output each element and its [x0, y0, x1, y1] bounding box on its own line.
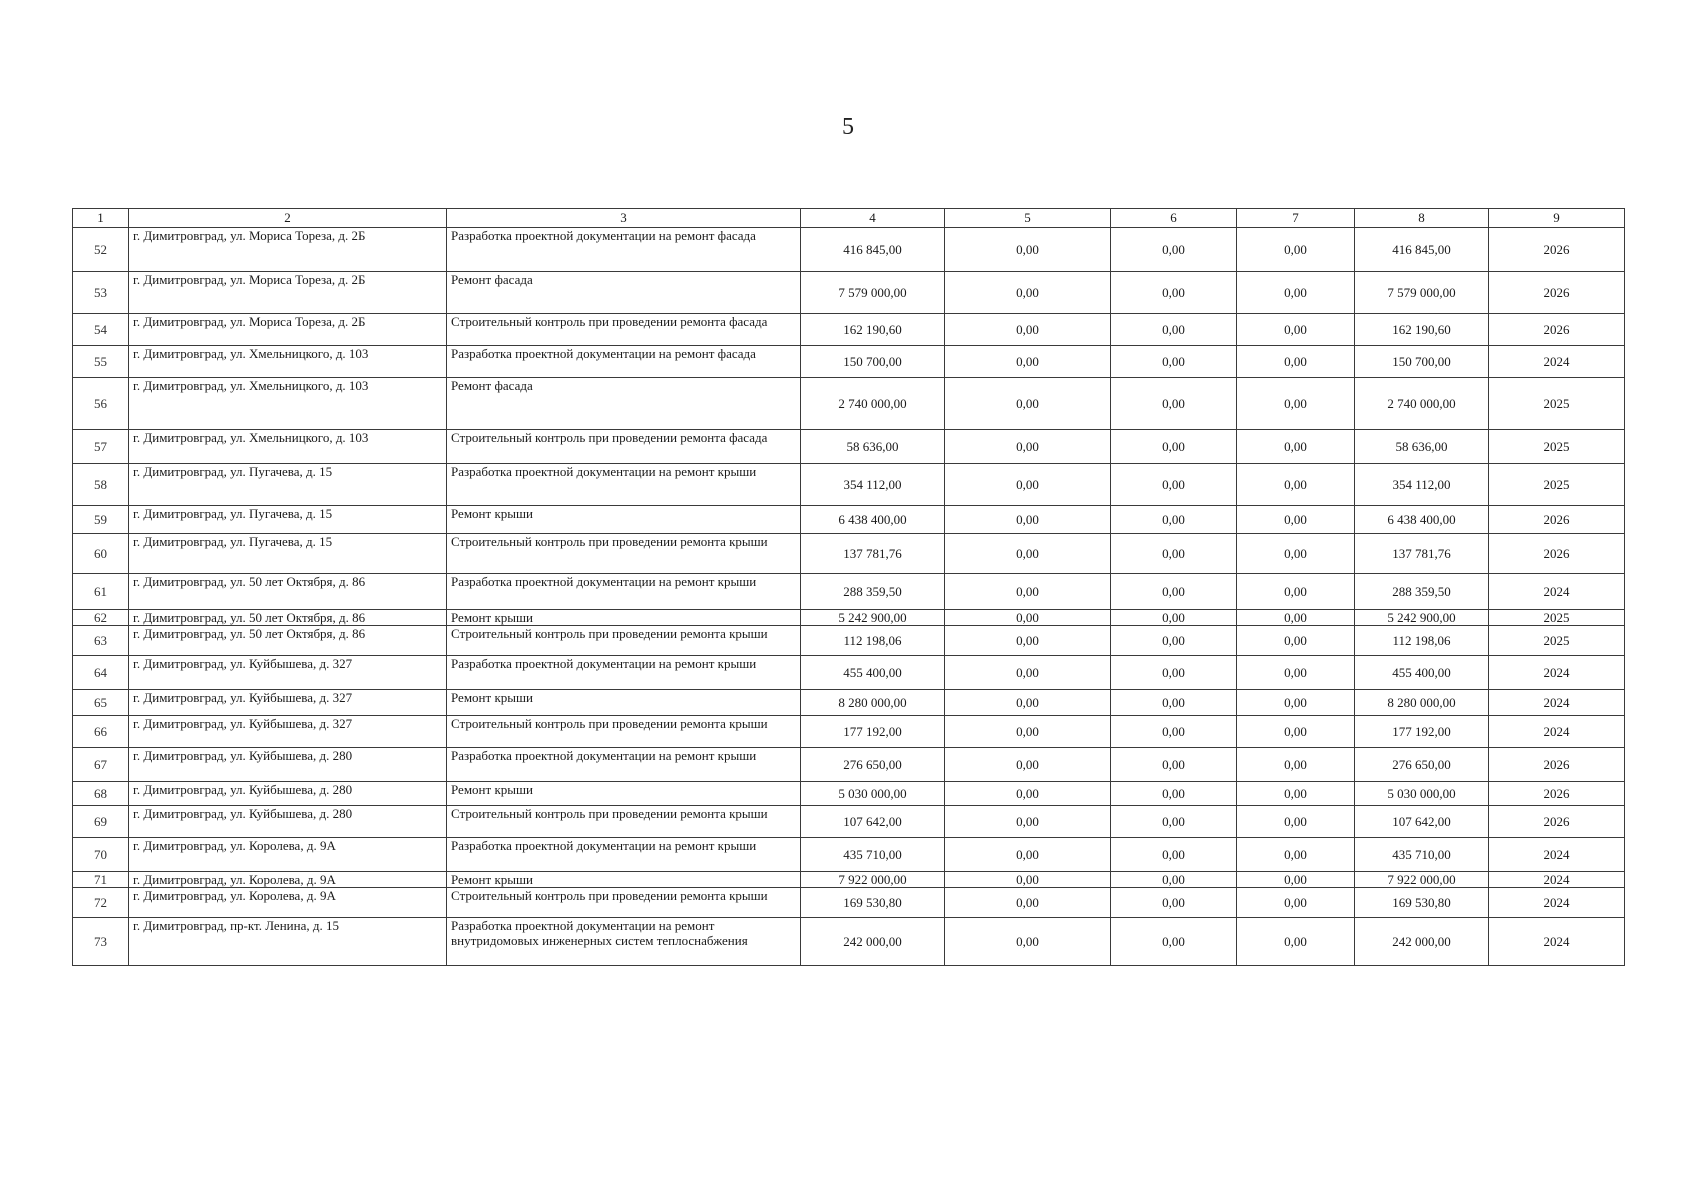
amount-col8-cell: 288 359,50 — [1355, 574, 1489, 610]
column-header-8: 8 — [1355, 209, 1489, 228]
amount-col4-cell: 169 530,80 — [801, 888, 945, 918]
amount-col4-cell: 6 438 400,00 — [801, 506, 945, 534]
amount-col5-cell: 0,00 — [945, 378, 1111, 430]
amount-col7-cell: 0,00 — [1237, 534, 1355, 574]
amount-col7-cell: 0,00 — [1237, 506, 1355, 534]
column-header-2: 2 — [129, 209, 447, 228]
amount-col8-cell: 455 400,00 — [1355, 656, 1489, 690]
work-type-cell: Разработка проектной документации на ремонт крыши — [447, 748, 801, 782]
amount-col4-cell: 8 280 000,00 — [801, 690, 945, 716]
work-type-cell: Разработка проектной документации на ремонт фасада — [447, 346, 801, 378]
amount-col6-cell: 0,00 — [1111, 506, 1237, 534]
amount-col5-cell: 0,00 — [945, 872, 1111, 888]
amount-col5-cell: 0,00 — [945, 346, 1111, 378]
column-header-7: 7 — [1237, 209, 1355, 228]
amount-col7-cell: 0,00 — [1237, 872, 1355, 888]
work-type-cell: Разработка проектной документации на ремонт внутридомовых инженерных систем теплоснабжения — [447, 918, 801, 966]
work-type-cell: Строительный контроль при проведении ремонта фасада — [447, 314, 801, 346]
amount-col6-cell: 0,00 — [1111, 748, 1237, 782]
year-cell: 2024 — [1489, 838, 1625, 872]
row-number: 57 — [73, 430, 129, 464]
table-row — [73, 690, 1625, 716]
row-number: 70 — [73, 838, 129, 872]
amount-col7-cell: 0,00 — [1237, 656, 1355, 690]
amount-col8-cell: 162 190,60 — [1355, 314, 1489, 346]
amount-col7-cell: 0,00 — [1237, 626, 1355, 656]
amount-col5-cell: 0,00 — [945, 430, 1111, 464]
amount-col6-cell: 0,00 — [1111, 574, 1237, 610]
amount-col6-cell: 0,00 — [1111, 806, 1237, 838]
amount-col5-cell: 0,00 — [945, 716, 1111, 748]
amount-col4-cell: 107 642,00 — [801, 806, 945, 838]
year-cell: 2026 — [1489, 272, 1625, 314]
amount-col4-cell: 242 000,00 — [801, 918, 945, 966]
amount-col4-cell: 7 579 000,00 — [801, 272, 945, 314]
amount-col4-cell: 5 030 000,00 — [801, 782, 945, 806]
amount-col8-cell: 137 781,76 — [1355, 534, 1489, 574]
row-number: 54 — [73, 314, 129, 346]
row-number: 73 — [73, 918, 129, 966]
amount-col4-cell: 354 112,00 — [801, 464, 945, 506]
amount-col4-cell: 2 740 000,00 — [801, 378, 945, 430]
amount-col6-cell: 0,00 — [1111, 782, 1237, 806]
work-type-cell: Ремонт крыши — [447, 690, 801, 716]
table-row — [73, 346, 1625, 378]
address-cell: г. Димитровград, ул. Пугачева, д. 15 — [129, 534, 447, 574]
year-cell: 2026 — [1489, 806, 1625, 838]
address-cell: г. Димитровград, ул. Королева, д. 9А — [129, 838, 447, 872]
amount-col4-cell: 5 242 900,00 — [801, 610, 945, 626]
amount-col4-cell: 288 359,50 — [801, 574, 945, 610]
table-row — [73, 656, 1625, 690]
amount-col6-cell: 0,00 — [1111, 610, 1237, 626]
row-number: 63 — [73, 626, 129, 656]
amount-col5-cell: 0,00 — [945, 782, 1111, 806]
amount-col6-cell: 0,00 — [1111, 872, 1237, 888]
year-cell: 2026 — [1489, 748, 1625, 782]
row-number: 64 — [73, 656, 129, 690]
address-cell: г. Димитровград, ул. 50 лет Октября, д. 86 — [129, 574, 447, 610]
address-cell: г. Димитровград, ул. Куйбышева, д. 327 — [129, 656, 447, 690]
address-cell: г. Димитровград, ул. 50 лет Октября, д. 86 — [129, 626, 447, 656]
amount-col6-cell: 0,00 — [1111, 464, 1237, 506]
amount-col4-cell: 7 922 000,00 — [801, 872, 945, 888]
amount-col6-cell: 0,00 — [1111, 346, 1237, 378]
amount-col7-cell: 0,00 — [1237, 346, 1355, 378]
amount-col6-cell: 0,00 — [1111, 918, 1237, 966]
amount-col7-cell: 0,00 — [1237, 464, 1355, 506]
table-row — [73, 888, 1625, 918]
column-header-4: 4 — [801, 209, 945, 228]
row-number: 72 — [73, 888, 129, 918]
amount-col7-cell: 0,00 — [1237, 228, 1355, 272]
amount-col4-cell: 177 192,00 — [801, 716, 945, 748]
address-cell: г. Димитровград, ул. 50 лет Октября, д. 86 — [129, 610, 447, 626]
table-row — [73, 610, 1625, 626]
amount-col6-cell: 0,00 — [1111, 314, 1237, 346]
amount-col5-cell: 0,00 — [945, 574, 1111, 610]
amount-col8-cell: 177 192,00 — [1355, 716, 1489, 748]
table-row — [73, 574, 1625, 610]
year-cell: 2024 — [1489, 716, 1625, 748]
work-type-cell: Строительный контроль при проведении ремонта крыши — [447, 716, 801, 748]
amount-col4-cell: 112 198,06 — [801, 626, 945, 656]
address-cell: г. Димитровград, ул. Королева, д. 9А — [129, 888, 447, 918]
column-header-5: 5 — [945, 209, 1111, 228]
work-type-cell: Строительный контроль при проведении ремонта фасада — [447, 430, 801, 464]
amount-col8-cell: 112 198,06 — [1355, 626, 1489, 656]
amount-col4-cell: 276 650,00 — [801, 748, 945, 782]
work-type-cell: Ремонт фасада — [447, 272, 801, 314]
table-row — [73, 506, 1625, 534]
amount-col6-cell: 0,00 — [1111, 716, 1237, 748]
year-cell: 2025 — [1489, 610, 1625, 626]
amount-col5-cell: 0,00 — [945, 314, 1111, 346]
work-type-cell: Строительный контроль при проведении ремонта крыши — [447, 806, 801, 838]
address-cell: г. Димитровград, ул. Куйбышева, д. 327 — [129, 690, 447, 716]
table-row — [73, 272, 1625, 314]
year-cell: 2024 — [1489, 872, 1625, 888]
amount-col6-cell: 0,00 — [1111, 228, 1237, 272]
address-cell: г. Димитровград, ул. Мориса Тореза, д. 2Б — [129, 272, 447, 314]
address-cell: г. Димитровград, пр-кт. Ленина, д. 15 — [129, 918, 447, 966]
amount-col6-cell: 0,00 — [1111, 656, 1237, 690]
work-type-cell: Строительный контроль при проведении ремонта крыши — [447, 626, 801, 656]
amount-col6-cell: 0,00 — [1111, 888, 1237, 918]
table-row — [73, 228, 1625, 272]
amount-col4-cell: 455 400,00 — [801, 656, 945, 690]
year-cell: 2026 — [1489, 228, 1625, 272]
work-type-cell: Разработка проектной документации на ремонт крыши — [447, 464, 801, 506]
amount-col5-cell: 0,00 — [945, 506, 1111, 534]
amount-col4-cell: 137 781,76 — [801, 534, 945, 574]
amount-col7-cell: 0,00 — [1237, 888, 1355, 918]
amount-col7-cell: 0,00 — [1237, 806, 1355, 838]
amount-col4-cell: 162 190,60 — [801, 314, 945, 346]
table-header — [73, 209, 1625, 228]
row-number: 58 — [73, 464, 129, 506]
address-cell: г. Димитровград, ул. Пугачева, д. 15 — [129, 506, 447, 534]
amount-col7-cell: 0,00 — [1237, 716, 1355, 748]
address-cell: г. Димитровград, ул. Куйбышева, д. 280 — [129, 782, 447, 806]
row-number: 61 — [73, 574, 129, 610]
amount-col8-cell: 58 636,00 — [1355, 430, 1489, 464]
year-cell: 2026 — [1489, 534, 1625, 574]
amount-col8-cell: 276 650,00 — [1355, 748, 1489, 782]
row-number: 62 — [73, 610, 129, 626]
address-cell: г. Димитровград, ул. Мориса Тореза, д. 2Б — [129, 228, 447, 272]
work-type-cell: Разработка проектной документации на ремонт крыши — [447, 656, 801, 690]
year-cell: 2024 — [1489, 574, 1625, 610]
amount-col5-cell: 0,00 — [945, 464, 1111, 506]
address-cell: г. Димитровград, ул. Хмельницкого, д. 103 — [129, 346, 447, 378]
column-header-9: 9 — [1489, 209, 1625, 228]
amount-col8-cell: 150 700,00 — [1355, 346, 1489, 378]
table-row — [73, 782, 1625, 806]
amount-col7-cell: 0,00 — [1237, 574, 1355, 610]
header-row — [73, 209, 1625, 228]
year-cell: 2026 — [1489, 782, 1625, 806]
table-row — [73, 430, 1625, 464]
work-type-cell: Ремонт крыши — [447, 610, 801, 626]
amount-col4-cell: 58 636,00 — [801, 430, 945, 464]
table-row — [73, 838, 1625, 872]
address-cell: г. Димитровград, ул. Пугачева, д. 15 — [129, 464, 447, 506]
amount-col8-cell: 8 280 000,00 — [1355, 690, 1489, 716]
work-type-cell: Строительный контроль при проведении ремонта крыши — [447, 888, 801, 918]
amount-col8-cell: 2 740 000,00 — [1355, 378, 1489, 430]
work-type-cell: Разработка проектной документации на ремонт фасада — [447, 228, 801, 272]
amount-col8-cell: 107 642,00 — [1355, 806, 1489, 838]
row-number: 59 — [73, 506, 129, 534]
amount-col5-cell: 0,00 — [945, 806, 1111, 838]
address-cell: г. Димитровград, ул. Куйбышева, д. 327 — [129, 716, 447, 748]
year-cell: 2026 — [1489, 506, 1625, 534]
amount-col8-cell: 6 438 400,00 — [1355, 506, 1489, 534]
work-type-cell: Ремонт крыши — [447, 872, 801, 888]
amount-col5-cell: 0,00 — [945, 888, 1111, 918]
amount-col8-cell: 435 710,00 — [1355, 838, 1489, 872]
row-number: 66 — [73, 716, 129, 748]
work-type-cell: Разработка проектной документации на ремонт крыши — [447, 574, 801, 610]
amount-col6-cell: 0,00 — [1111, 626, 1237, 656]
table-row — [73, 314, 1625, 346]
amount-col8-cell: 169 530,80 — [1355, 888, 1489, 918]
table-row — [73, 626, 1625, 656]
document-table — [72, 208, 1625, 966]
year-cell: 2024 — [1489, 656, 1625, 690]
amount-col7-cell: 0,00 — [1237, 690, 1355, 716]
amount-col5-cell: 0,00 — [945, 918, 1111, 966]
amount-col7-cell: 0,00 — [1237, 918, 1355, 966]
amount-col7-cell: 0,00 — [1237, 430, 1355, 464]
amount-col5-cell: 0,00 — [945, 626, 1111, 656]
amount-col4-cell: 416 845,00 — [801, 228, 945, 272]
year-cell: 2025 — [1489, 430, 1625, 464]
amount-col6-cell: 0,00 — [1111, 378, 1237, 430]
column-header-3: 3 — [447, 209, 801, 228]
amount-col7-cell: 0,00 — [1237, 314, 1355, 346]
amount-col7-cell: 0,00 — [1237, 838, 1355, 872]
amount-col7-cell: 0,00 — [1237, 610, 1355, 626]
year-cell: 2024 — [1489, 918, 1625, 966]
amount-col8-cell: 5 242 900,00 — [1355, 610, 1489, 626]
work-type-cell: Разработка проектной документации на ремонт крыши — [447, 838, 801, 872]
year-cell: 2025 — [1489, 378, 1625, 430]
amount-col7-cell: 0,00 — [1237, 782, 1355, 806]
amount-col5-cell: 0,00 — [945, 656, 1111, 690]
row-number: 60 — [73, 534, 129, 574]
address-cell: г. Димитровград, ул. Мориса Тореза, д. 2Б — [129, 314, 447, 346]
year-cell: 2025 — [1489, 464, 1625, 506]
address-cell: г. Димитровград, ул. Куйбышева, д. 280 — [129, 806, 447, 838]
year-cell: 2026 — [1489, 314, 1625, 346]
work-type-cell: Ремонт крыши — [447, 506, 801, 534]
work-type-cell: Строительный контроль при проведении ремонта крыши — [447, 534, 801, 574]
amount-col8-cell: 7 922 000,00 — [1355, 872, 1489, 888]
row-number: 53 — [73, 272, 129, 314]
column-header-6: 6 — [1111, 209, 1237, 228]
amount-col8-cell: 354 112,00 — [1355, 464, 1489, 506]
table-row — [73, 464, 1625, 506]
amount-col7-cell: 0,00 — [1237, 378, 1355, 430]
amount-col6-cell: 0,00 — [1111, 272, 1237, 314]
row-number: 69 — [73, 806, 129, 838]
row-number: 56 — [73, 378, 129, 430]
amount-col7-cell: 0,00 — [1237, 748, 1355, 782]
year-cell: 2025 — [1489, 626, 1625, 656]
column-header-1: 1 — [73, 209, 129, 228]
year-cell: 2024 — [1489, 888, 1625, 918]
table-row — [73, 806, 1625, 838]
amount-col8-cell: 242 000,00 — [1355, 918, 1489, 966]
amount-col6-cell: 0,00 — [1111, 430, 1237, 464]
address-cell: г. Димитровград, ул. Хмельницкого, д. 103 — [129, 430, 447, 464]
amount-col7-cell: 0,00 — [1237, 272, 1355, 314]
table-row — [73, 872, 1625, 888]
amount-col5-cell: 0,00 — [945, 228, 1111, 272]
row-number: 68 — [73, 782, 129, 806]
page-number: 5 — [842, 114, 854, 140]
amount-col5-cell: 0,00 — [945, 748, 1111, 782]
address-cell: г. Димитровград, ул. Королева, д. 9А — [129, 872, 447, 888]
amount-col6-cell: 0,00 — [1111, 838, 1237, 872]
address-cell: г. Димитровград, ул. Куйбышева, д. 280 — [129, 748, 447, 782]
amount-col5-cell: 0,00 — [945, 272, 1111, 314]
amount-col5-cell: 0,00 — [945, 534, 1111, 574]
row-number: 52 — [73, 228, 129, 272]
work-type-cell: Ремонт крыши — [447, 782, 801, 806]
table-row — [73, 378, 1625, 430]
amount-col4-cell: 435 710,00 — [801, 838, 945, 872]
year-cell: 2024 — [1489, 690, 1625, 716]
table-row — [73, 748, 1625, 782]
amount-col6-cell: 0,00 — [1111, 534, 1237, 574]
table-body — [73, 228, 1625, 966]
amount-col4-cell: 150 700,00 — [801, 346, 945, 378]
table-row — [73, 716, 1625, 748]
address-cell: г. Димитровград, ул. Хмельницкого, д. 103 — [129, 378, 447, 430]
table-row — [73, 534, 1625, 574]
amount-col8-cell: 7 579 000,00 — [1355, 272, 1489, 314]
row-number: 65 — [73, 690, 129, 716]
row-number: 67 — [73, 748, 129, 782]
amount-col8-cell: 5 030 000,00 — [1355, 782, 1489, 806]
work-type-cell: Ремонт фасада — [447, 378, 801, 430]
amount-col5-cell: 0,00 — [945, 610, 1111, 626]
amount-col6-cell: 0,00 — [1111, 690, 1237, 716]
amount-col5-cell: 0,00 — [945, 838, 1111, 872]
row-number: 55 — [73, 346, 129, 378]
row-number: 71 — [73, 872, 129, 888]
amount-col8-cell: 416 845,00 — [1355, 228, 1489, 272]
year-cell: 2024 — [1489, 346, 1625, 378]
table-row — [73, 918, 1625, 966]
amount-col5-cell: 0,00 — [945, 690, 1111, 716]
